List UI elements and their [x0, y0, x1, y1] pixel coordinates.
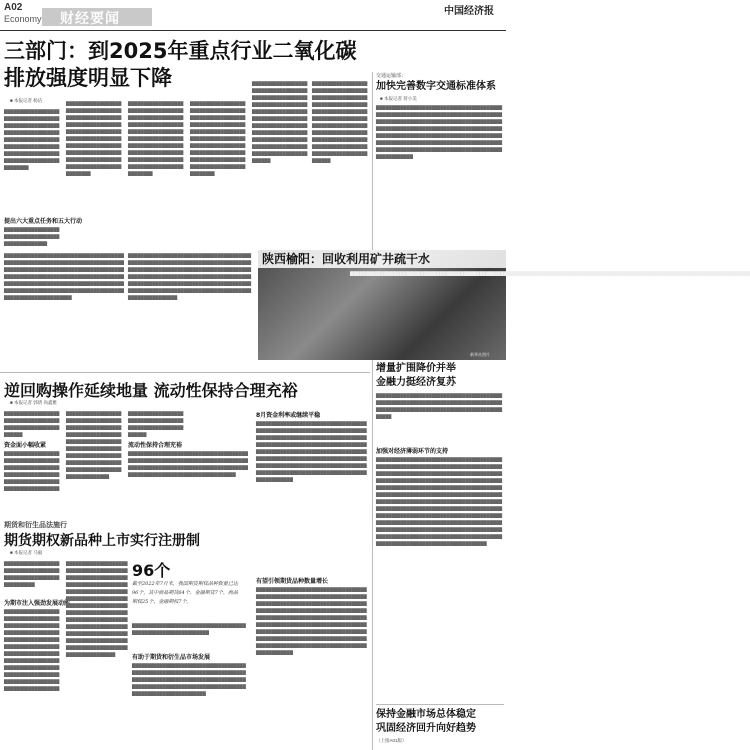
side-mid-headline-line2: 金融力挺经济复苏: [376, 377, 456, 388]
side-top-byline: ■ 本报记者 蒋小美: [380, 96, 417, 101]
page-number: A02: [4, 2, 23, 13]
main-continued-left: ████████████████████████████████████████████████████████████████████████████████████████████████████████████████████████████████████████████████████████████████████████████████████████████████████████████████████████████████████████████████████████████████: [4, 253, 124, 300]
column-divider-2: [372, 360, 373, 750]
futures-body-col1b: ████████████████████████████████████████████████████████████████████████████████████████████████████████████████████████████████████████████████████████████████████████████████████████████████████████████████████████: [4, 609, 60, 691]
main-body-col1b: ██████████████████████████████████████████████████: [4, 227, 60, 246]
side-mid-headline-line1: 增量扩围降价并举: [376, 363, 456, 374]
side-top-kicker: 交通运输部：: [376, 73, 407, 79]
liquidity-body-col1: ████████████████████████████████████████████████████████████: [4, 411, 60, 437]
main-byline: ■ 本报记者 杨洁: [10, 98, 43, 103]
futures-body-col3b: ████████████████████████████████████████████████████████████████████████████████████████████████████████████████████████████████████████████████████████████████████████████: [132, 663, 246, 696]
masthead: 中国经济报: [444, 6, 494, 17]
liquidity-body-col3b: ████████████████████████████████████████████████████████████████████████████████████████████████████████████████████████████████████████████████████████: [128, 451, 248, 477]
column-divider: [372, 72, 373, 250]
section-title: 财经要闻: [60, 11, 120, 27]
photo-caption: ██████████████████████████████████████████████████████████████████████████████████████████████████████████████████████████████████: [350, 271, 750, 276]
side-bottom-headline-line2: 巩固经济回升向好趋势: [376, 723, 476, 734]
side-mid-subhead: 加强对经济薄弱环节的支持: [376, 448, 449, 455]
futures-subhead3: 有望引领期货品种数量增长: [256, 578, 329, 585]
main-subhead: 提出六大重点任务和五大行动: [4, 218, 83, 225]
side-mid-body: ████████████████████████████████████████████████████████████████████████████████████████████████████████████████████████████████: [376, 393, 503, 419]
photo-credit: 新华社图片: [470, 352, 490, 357]
futures-body-col4: ████████████████████████████████████████████████████████████████████████████████████████████████████████████████████████████████████████████████████████████████████████████████████████████████████████████████████████████████████████████████████████████████████████████████████████████████████████████████████████████████████████████████: [256, 587, 367, 655]
section-rule: [0, 372, 370, 373]
side-bottom-rule: [376, 704, 504, 705]
futures-kicker: 期货和衍生品法施行: [4, 522, 67, 529]
liquidity-subhead1: 资金面小幅收紧: [4, 442, 47, 449]
main-headline-line1: 三部门：到2025年重点行业二氧化碳: [4, 39, 357, 63]
futures-pull-quote: 截至2022年7月末，我国期货期权品种数量已达96个，其中商品期货64个、金融期货7个、商品期权25个、金融期权7个。: [132, 581, 238, 605]
futures-body-col2: ████████████████████████████████████████████████████████████████████████████████████████████████████████████████████████████████████████████████████████████████████████████████████████████████████████████████████████████████████████████████████████████████████████████████████: [66, 561, 128, 657]
main-body-col1: ████████████████████████████████████████████████████████████████████████████████████████████████████████████████████████████████████████████████████████: [4, 109, 60, 170]
futures-body-col3: ██████████████████████████████████████████████████████████████: [132, 623, 246, 635]
side-bottom-byline: （上接A01版）: [376, 738, 407, 743]
side-mid-body2: ████████████████████████████████████████████████████████████████████████████████████████████████████████████████████████████████████████████████████████████████████████████████████████████████████████████████████████████████████████████████████████████████████████████████████████████████████████████████████████████████████████████████████████████████████████████████████████████████████████████████████████████████████████████████████████████████████████████████████████████████████████████████████████████████████████████████: [376, 457, 503, 546]
futures-body-col1: ████████████████████████████████████████████████████████████████: [4, 561, 60, 587]
side-top-headline: 加快完善数字交通标准体系: [376, 81, 496, 92]
futures-subhead1: 为期市注入强劲发展动能: [4, 600, 71, 607]
main-continued-right: ████████████████████████████████████████████████████████████████████████████████████████████████████████████████████████████████████████████████████████████████████████████████████████████████████████████████████████████████████████████████████████████████: [128, 253, 252, 300]
header-rule: [0, 30, 506, 31]
main-body-col2: ████████████████████████████████████████████████████████████████████████████████████████████████████████████████████████████████████████████████████████████████████████████████████████████: [66, 101, 122, 176]
futures-headline: 期货期权新品种上市实行注册制: [4, 533, 200, 549]
liquidity-byline: ■ 本报记者 郭倩 尚鑫雅: [10, 400, 57, 405]
main-body-col5: ████████████████████████████████████████████████████████████████████████████████████████████████████████████████████████████████████████████████████████████████████████████████████████████████████████████: [252, 81, 308, 163]
futures-big-number: 96个: [132, 561, 171, 580]
main-body-col3: ████████████████████████████████████████████████████████████████████████████████████████████████████████████████████████████████████████████████████████████████████████████████████████████: [128, 101, 184, 176]
liquidity-body-col2: ████████████████████████████████████████████████████████████████████████████████████████████████████████████████████████████████████████████████████████████████████████████████: [66, 411, 122, 479]
liquidity-headline: 逆回购操作延续地量 流动性保持合理充裕: [4, 381, 298, 400]
main-body-col4: ████████████████████████████████████████████████████████████████████████████████████████████████████████████████████████████████████████████████████████████████████████████████████████████: [190, 101, 246, 176]
page-header: [0, 0, 506, 30]
main-body-col6: ████████████████████████████████████████████████████████████████████████████████████████████████████████████████████████████████████████████████████████████████████████████████████████████████████████████: [312, 81, 368, 163]
futures-subhead2: 有助于期货和衍生品市场发展: [132, 654, 211, 661]
side-bottom-headline-line1: 保持金融市场总体稳定: [376, 709, 476, 720]
liquidity-body-col3: ████████████████████████████████████████████████████████████: [128, 411, 184, 437]
futures-byline: ■ 本报记者 马毅: [10, 550, 43, 555]
section-label: Economy: [4, 14, 42, 24]
liquidity-subhead3: 流动性保持合理充裕: [128, 442, 183, 449]
side-top-body: ███████████████████████████████████████████████████████████████████████████████████████████████████████████████████████████████████████████████████████████████████████████████████████████████████████████████████████████████████████████████████████████████████████████████████████████████████████████: [376, 105, 503, 159]
liquidity-body-col1b: ████████████████████████████████████████████████████████████████████████████████████████████████████████████: [4, 451, 60, 491]
liquidity-subhead2: 8月资金利率或继续平稳: [256, 412, 321, 419]
main-headline-line2: 排放强度明显下降: [4, 66, 172, 90]
liquidity-body-col4: ████████████████████████████████████████████████████████████████████████████████████████████████████████████████████████████████████████████████████████████████████████████████████████████████████████████████████████████████████████████████████████████████████████████████████████████████████████████: [256, 421, 367, 482]
photo-headline: 陕西榆阳：回收利用矿井疏干水: [258, 250, 506, 268]
